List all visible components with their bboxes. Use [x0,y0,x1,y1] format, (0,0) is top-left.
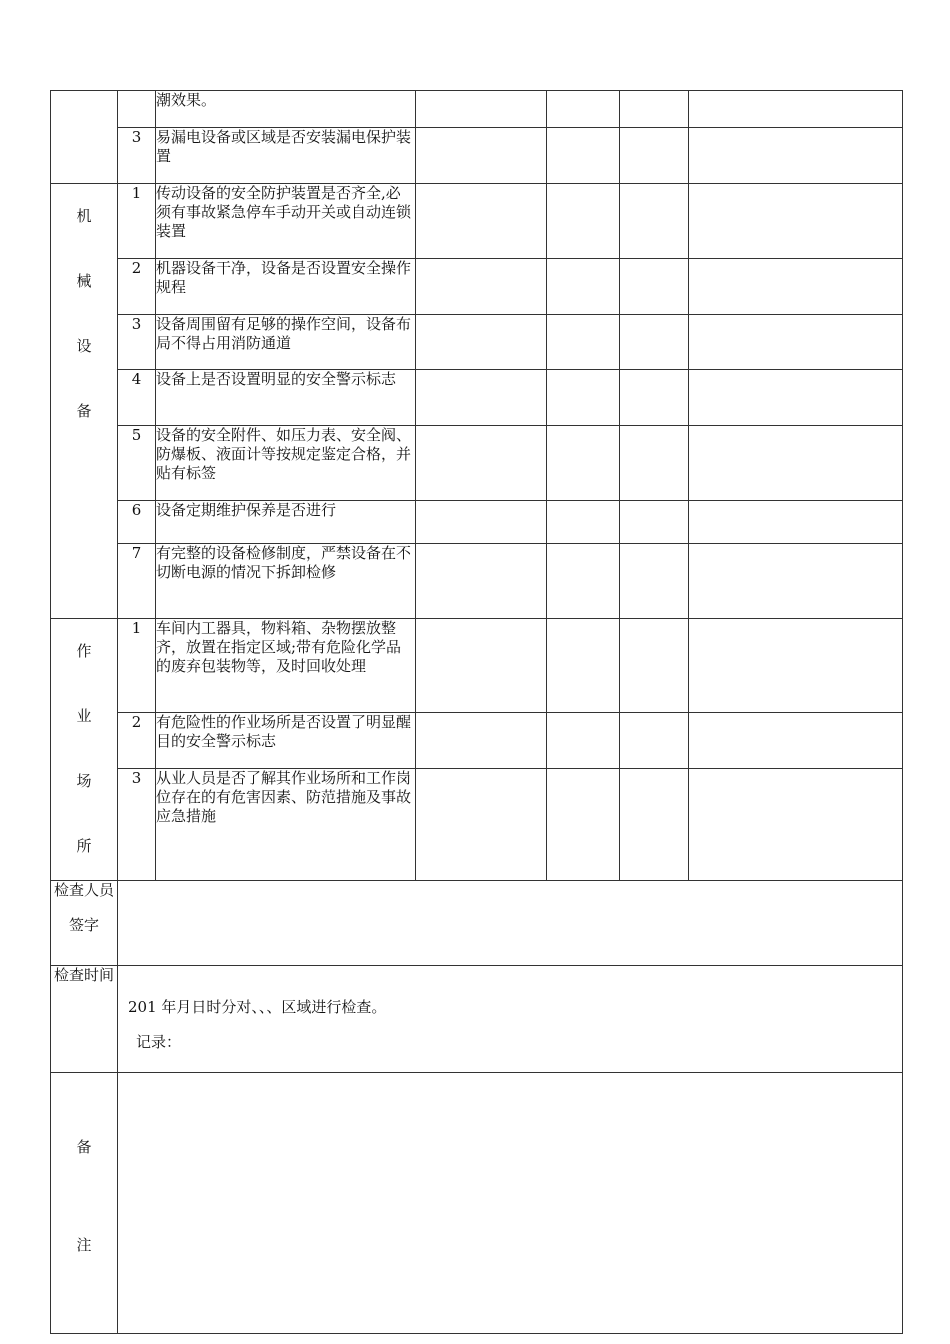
category-char: 设 [76,337,92,355]
item-text: 传动设备的安全防护装置是否齐全,必须有事故紧急停车手动开关或自动连锁装置 [156,184,416,259]
result-cell[interactable] [416,370,547,426]
result-cell[interactable] [416,91,547,128]
signature-field[interactable] [118,881,903,966]
result-cell[interactable] [547,544,620,619]
category-char: 机 [76,207,92,225]
item-text: 易漏电设备或区域是否安装漏电保护装置 [156,128,416,184]
remarks-char: 备 [76,1138,92,1156]
result-cell[interactable] [620,769,689,881]
item-text: 设备周围留有足够的操作空间，设备布局不得占用消防通道 [156,315,416,370]
result-cell[interactable] [689,713,903,769]
result-cell[interactable] [547,315,620,370]
result-cell[interactable] [416,184,547,259]
item-number: 3 [118,128,156,184]
signature-label-line1: 检查人员 [53,881,114,899]
result-cell[interactable] [620,426,689,501]
result-cell[interactable] [547,713,620,769]
item-text: 有危险性的作业场所是否设置了明显醒目的安全警示标志 [156,713,416,769]
result-cell[interactable] [416,769,547,881]
category-workplace [51,619,118,881]
remarks-field[interactable] [118,1073,903,1334]
item-number: 2 [118,713,156,769]
category-machinery [51,184,118,619]
result-cell[interactable] [689,619,903,713]
result-cell[interactable] [547,619,620,713]
result-cell[interactable] [620,544,689,619]
result-cell[interactable] [547,769,620,881]
table-row [51,184,903,259]
result-cell[interactable] [620,259,689,315]
category-char: 备 [76,402,92,420]
result-cell[interactable] [416,315,547,370]
category-cell-empty [51,91,118,184]
item-number: 4 [118,370,156,426]
result-cell[interactable] [547,501,620,544]
result-cell[interactable] [547,184,620,259]
inspection-table [50,90,903,1334]
record-label: 记录： [136,1033,182,1051]
result-cell[interactable] [620,128,689,184]
result-cell[interactable] [620,370,689,426]
category-char: 械 [76,272,92,290]
table-row [51,259,903,315]
signature-label [51,881,118,966]
table-row [51,713,903,769]
table-row [51,544,903,619]
result-cell[interactable] [689,544,903,619]
result-cell[interactable] [620,184,689,259]
result-cell[interactable] [547,370,620,426]
result-cell[interactable] [689,769,903,881]
result-cell[interactable] [689,370,903,426]
table-row [51,501,903,544]
signature-row [51,881,903,966]
inspection-time-row [51,966,903,1073]
result-cell[interactable] [416,426,547,501]
item-text: 车间内工器具，物料箱、杂物摆放整齐，放置在指定区域;带有危险化学品的废弃包装物等，及时回收处理 [156,619,416,713]
result-cell[interactable] [689,426,903,501]
signature-label-line2: 签字 [68,916,99,934]
item-text: 从业人员是否了解其作业场所和工作岗位存在的有危害因素、防范措施及事故应急措施 [156,769,416,881]
result-cell[interactable] [416,619,547,713]
remarks-label [51,1073,118,1334]
item-text: 有完整的设备检修制度，严禁设备在不切断电源的情况下拆卸检修 [156,544,416,619]
category-char: 业 [76,707,92,725]
item-text: 设备的安全附件、如压力表、安全阀、防爆板、液面计等按规定鉴定合格，并贴有标签 [156,426,416,501]
result-cell[interactable] [620,713,689,769]
result-cell[interactable] [416,713,547,769]
category-char: 场 [76,772,92,790]
result-cell[interactable] [620,501,689,544]
category-char: 作 [76,642,92,660]
remarks-char: 注 [76,1236,92,1254]
result-cell[interactable] [416,544,547,619]
item-number: 3 [118,769,156,881]
category-char: 所 [76,837,92,855]
result-cell[interactable] [416,259,547,315]
inspection-time-field[interactable] [118,966,903,1073]
item-number: 1 [118,619,156,713]
table-row [51,426,903,501]
result-cell[interactable] [416,501,547,544]
item-number: 5 [118,426,156,501]
item-number: 1 [118,184,156,259]
table-row [51,619,903,713]
result-cell[interactable] [547,426,620,501]
result-cell[interactable] [416,128,547,184]
result-cell[interactable] [689,501,903,544]
result-cell[interactable] [620,315,689,370]
table-row [51,370,903,426]
item-number: 3 [118,315,156,370]
item-number [118,91,156,128]
remarks-row [51,1073,903,1334]
result-cell[interactable] [689,128,903,184]
item-number: 2 [118,259,156,315]
table-row [51,91,903,128]
item-text: 设备上是否设置明显的安全警示标志 [156,370,416,426]
result-cell[interactable] [547,91,620,128]
result-cell[interactable] [689,91,903,128]
result-cell[interactable] [689,184,903,259]
item-number: 6 [118,501,156,544]
table-row [51,315,903,370]
result-cell[interactable] [620,619,689,713]
item-text: 设备定期维护保养是否进行 [156,501,416,544]
table-row [51,128,903,184]
inspection-time-text: 201 年月日时分对、、、区域进行检查。 [128,998,387,1016]
inspection-time-label: 检查时间 [51,966,118,1073]
result-cell[interactable] [689,315,903,370]
item-text: 机器设备干净，设备是否设置安全操作规程 [156,259,416,315]
result-cell[interactable] [620,91,689,128]
item-text: 潮效果。 [156,91,416,128]
result-cell[interactable] [547,259,620,315]
table-row [51,769,903,881]
result-cell[interactable] [547,128,620,184]
result-cell[interactable] [689,259,903,315]
item-number: 7 [118,544,156,619]
